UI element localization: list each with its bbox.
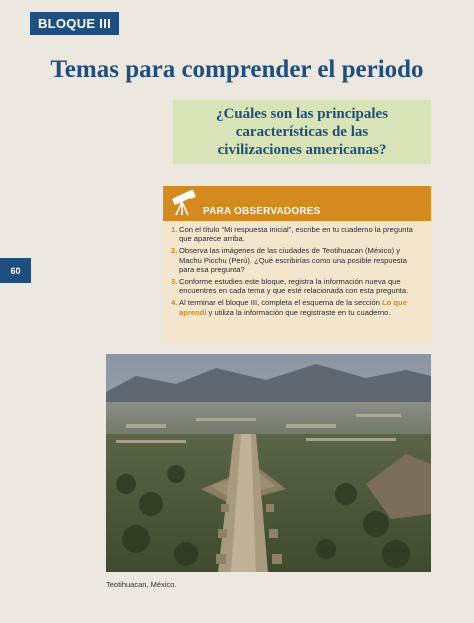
list-item xyxy=(171,277,423,295)
item-text-before: Al terminar el bloque III, completa el esquema de la sección xyxy=(179,298,383,308)
page-title: Temas para comprender el periodo xyxy=(50,56,424,83)
observers-panel xyxy=(163,186,431,343)
block-label: BLOQUE III xyxy=(30,12,119,35)
item-text: Conforme estudies este bloque, registra la información nueva que encuentres en cada tema y que esté relacionada con esta pregunta. xyxy=(179,277,409,296)
item-number: 1. xyxy=(171,225,178,234)
observers-title: PARA OBSERVADORES xyxy=(203,206,321,217)
list-item xyxy=(171,225,423,243)
question-line: características de las xyxy=(235,124,369,140)
list-item xyxy=(171,246,423,274)
telescope-icon xyxy=(169,189,197,217)
list-item xyxy=(171,298,423,316)
photo-caption: Teotihuacan, México. xyxy=(106,580,177,589)
item-text-after: y utiliza la información que registraste en tu cuaderno. xyxy=(206,307,391,317)
item-text: Con el título “Mi respuesta inicial”, escribe en tu cuaderno la pregunta que aparece arriba. xyxy=(179,225,413,244)
item-text xyxy=(179,298,423,316)
teotihuacan-photo xyxy=(106,354,431,572)
observers-header xyxy=(163,186,431,221)
item-text: Observa las imágenes de las ciudades de Teotihuacan (México) y Machu Picchu (Perú). ¿Qué escribirías como una posible respuesta para esa pregunta? xyxy=(179,246,407,274)
item-number: 4. xyxy=(171,298,178,308)
item-number: 3. xyxy=(171,277,178,287)
question-line: civilizaciones americanas? xyxy=(217,142,387,158)
guiding-question xyxy=(173,100,431,164)
section-link-lo-que-aprendi: Lo que aprendí xyxy=(179,298,407,317)
question-line: ¿Cuáles son las principales xyxy=(215,106,389,122)
page-number: 60 xyxy=(0,258,31,283)
observers-list xyxy=(163,221,431,317)
item-number: 2. xyxy=(171,246,178,256)
